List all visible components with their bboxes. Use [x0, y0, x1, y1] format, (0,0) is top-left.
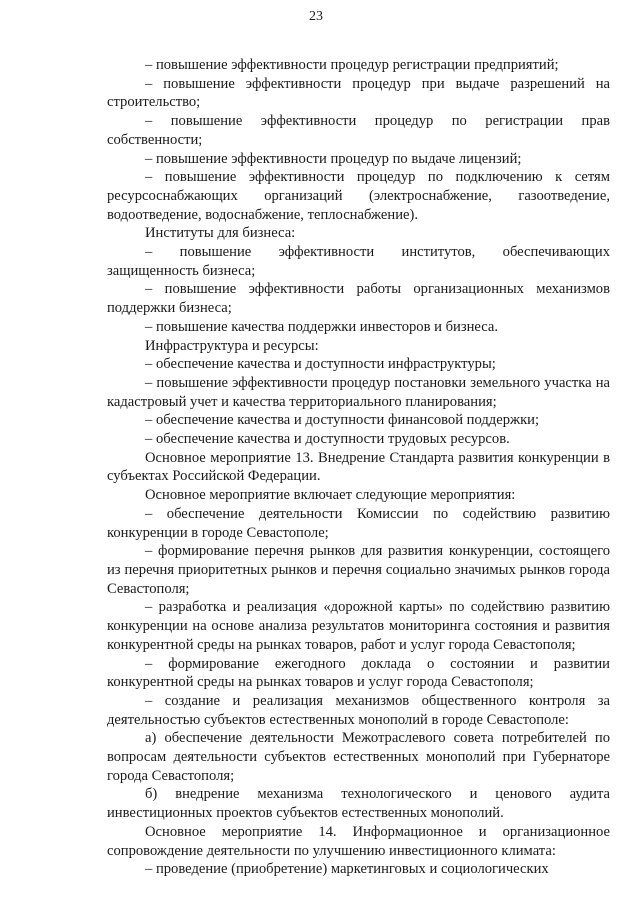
- paragraph: а) обеспечение деятельности Межотраслевого совета потребителей по вопросам деятельности субъектов естественных монополий при Губернаторе города Севастополя;: [107, 730, 610, 784]
- paragraph: – обеспечение качества и доступности финансовой поддержки;: [145, 412, 540, 429]
- paragraph: – формирование ежегодного доклада о состоянии и развитии конкурентной среды на рынках товаров и услуг города Севастополя;: [107, 655, 610, 691]
- paragraph: – повышение эффективности процедур постановки земельного участка на кадастровый учет и качества территориального планирования;: [107, 374, 610, 410]
- document-body: [107, 56, 610, 879]
- paragraph: – обеспечение качества и доступности трудовых ресурсов.: [145, 431, 510, 448]
- paragraph: Основное мероприятие 13. Внедрение Стандарта развития конкуренции в субъектах Российской Федерации.: [107, 449, 610, 485]
- paragraph: – повышение эффективности процедур по подключению к сетям ресурсоснабжающих организаций (электроснабжение, газоотведение, водоотведение, водоснабжение, теплоснабжение).: [107, 169, 610, 223]
- paragraph: – повышение эффективности процедур регистрации предприятий;: [145, 57, 559, 73]
- section-heading: Институты для бизнеса:: [145, 225, 296, 242]
- paragraph: – повышение качества поддержки инвесторов и бизнеса.: [145, 318, 499, 335]
- paragraph: Основное мероприятие включает следующие мероприятия:: [145, 487, 516, 504]
- paragraph: – повышение эффективности процедур при выдаче разрешений на строительство;: [107, 75, 610, 111]
- paragraph: – повышение эффективности институтов, обеспечивающих защищенность бизнеса;: [107, 244, 610, 279]
- paragraph: – обеспечение деятельности Комиссии по содействию развитию конкуренции в городе Севастополе;: [107, 505, 610, 541]
- paragraph: – проведение (приобретение) маркетинговых и социологических: [145, 861, 549, 878]
- page-number: 23: [309, 9, 323, 24]
- section-heading: Инфраструктура и ресурсы:: [145, 337, 319, 354]
- paragraph: – повышение эффективности работы организационных механизмов поддержки бизнеса;: [107, 281, 610, 317]
- paragraph: – повышение эффективности процедур по выдаче лицензий;: [145, 150, 522, 167]
- paragraph: – формирование перечня рынков для развития конкуренции, состоящего из перечня приоритетных рынков и перечня социально значимых рынков города Севастополя;: [107, 543, 610, 597]
- paragraph: – создание и реализация механизмов общественного контроля за деятельностью субъектов естественных монополий в городе Севастополе:: [107, 692, 610, 728]
- paragraph: б) внедрение механизма технологического и ценового аудита инвестиционных проектов субъектов естественных монополий.: [107, 786, 610, 822]
- paragraph: Основное мероприятие 14. Информационное и организационное сопровождение деятельности по улучшению инвестиционного климата:: [107, 823, 610, 859]
- paragraph: – повышение эффективности процедур по регистрации прав собственности;: [107, 113, 610, 148]
- paragraph: – разработка и реализация «дорожной карты» по содействию развитию конкуренции на основе анализа результатов мониторинга состояния и развития конкурентной среды на рынках товаров, работ и услуг города Севастополя;: [107, 599, 610, 653]
- paragraph: – обеспечение качества и доступности инфраструктуры;: [145, 356, 496, 373]
